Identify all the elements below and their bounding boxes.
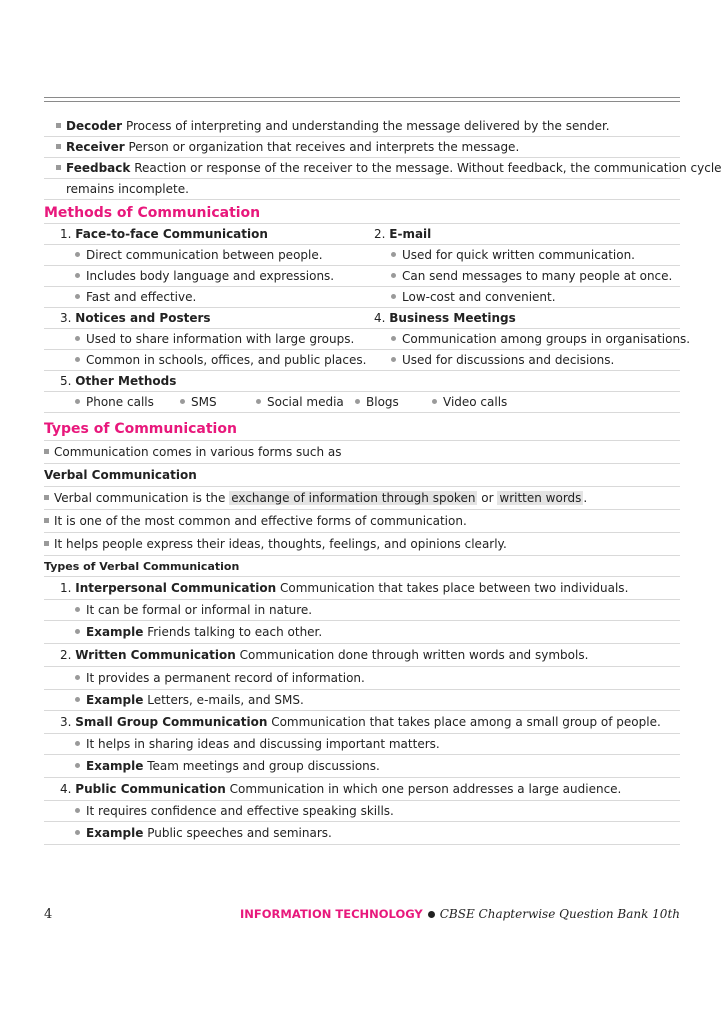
paragraph: [44, 510, 680, 533]
method-number: 1.: [60, 227, 72, 241]
list-item-continuation: [44, 179, 680, 200]
dot-bullet-icon: [391, 357, 396, 362]
other-method: Video calls: [443, 395, 508, 409]
highlighted-text: written words: [499, 491, 582, 505]
footer-subject: INFORMATION TECHNOLOGY: [240, 907, 423, 921]
subheading-types-verbal: Types of Verbal Communication: [44, 556, 680, 577]
method-number: 3.: [60, 311, 72, 325]
type-point: [44, 600, 680, 621]
example-text: Letters, e-mails, and SMS.: [147, 693, 304, 707]
square-bullet-icon: [44, 449, 49, 454]
method-point-row: [44, 329, 691, 350]
page-content: [44, 116, 722, 845]
dot-bullet-icon: [180, 399, 185, 404]
footer-book-title: CBSE Chapterwise Question Bank 10th: [439, 907, 680, 921]
type-point-text: It requires confidence and effective speaking skills.: [86, 804, 394, 818]
type-term: Public Communication: [75, 782, 226, 796]
top-rule: [44, 97, 680, 98]
method-point-row: [44, 245, 680, 266]
example-text: Friends talking to each other.: [147, 625, 323, 639]
type-point: [44, 734, 680, 755]
example-label: Example: [86, 625, 144, 639]
method-number: 2.: [374, 227, 386, 241]
footer-dot-icon: [428, 911, 435, 918]
other-method: SMS: [191, 395, 217, 409]
dot-bullet-icon: [432, 399, 437, 404]
type-example: [44, 621, 680, 644]
term-desc: Person or organization that receives and interprets the message.: [128, 140, 520, 154]
running-footer: [240, 907, 680, 921]
method-point: Low-cost and convenient.: [402, 290, 556, 304]
other-methods-row: [44, 392, 680, 413]
verbal-text: Verbal communication is the: [54, 491, 226, 505]
list-item: [44, 116, 680, 137]
type-example: [44, 690, 680, 711]
intro-text: Communication comes in various forms such as: [54, 445, 342, 459]
dot-bullet-icon: [75, 357, 80, 362]
term-desc-cont: remains incomplete.: [66, 182, 189, 196]
method-point: Direct communication between people.: [86, 248, 323, 262]
method-title: Face-to-face Communication: [75, 227, 268, 241]
dot-bullet-icon: [391, 294, 396, 299]
highlighted-text: exchange of information through spoken: [231, 491, 476, 505]
type-desc: Communication that takes place among a small group of people.: [271, 715, 661, 729]
other-method: Blogs: [366, 395, 399, 409]
method-title: Other Methods: [75, 374, 177, 388]
type-point: [44, 667, 680, 690]
example-label: Example: [86, 759, 144, 773]
dot-bullet-icon: [355, 399, 360, 404]
method-point: Can send messages to many people at once.: [402, 269, 673, 283]
dot-bullet-icon: [75, 629, 80, 634]
dot-bullet-icon: [75, 273, 80, 278]
type-example: [44, 822, 680, 845]
example-text: Public speeches and seminars.: [147, 826, 332, 840]
dot-bullet-icon: [75, 675, 80, 680]
square-bullet-icon: [56, 123, 61, 128]
list-item: [44, 158, 722, 179]
section-heading-methods: Methods of Communication: [44, 200, 680, 224]
type-point-text: It provides a permanent record of information.: [86, 671, 365, 685]
square-bullet-icon: [44, 518, 49, 523]
type-example: [44, 755, 680, 778]
method-title: Notices and Posters: [75, 311, 211, 325]
method-number: 5.: [60, 374, 72, 388]
verbal-text: or: [481, 491, 494, 505]
method-point: Used to share information with large groups.: [86, 332, 355, 346]
square-bullet-icon: [56, 144, 61, 149]
dot-bullet-icon: [391, 273, 396, 278]
type-term: Interpersonal Communication: [75, 581, 277, 595]
method-point: Common in schools, offices, and public places.: [86, 353, 367, 367]
example-text: Team meetings and group discussions.: [147, 759, 380, 773]
dot-bullet-icon: [75, 830, 80, 835]
dot-bullet-icon: [75, 252, 80, 257]
type-desc: Communication that takes place between two individuals.: [279, 581, 629, 595]
section-heading-types: Types of Communication: [44, 413, 680, 441]
type-number: 4.: [60, 782, 72, 796]
paragraph: [44, 533, 680, 556]
top-rule-second: [44, 101, 680, 102]
dot-bullet-icon: [391, 336, 396, 341]
term-desc: Process of interpreting and understanding the message delivered by the sender.: [125, 119, 610, 133]
type-point-text: It can be formal or informal in nature.: [86, 603, 313, 617]
type-point: [44, 801, 680, 822]
method-point: Communication among groups in organisations.: [402, 332, 691, 346]
other-method: Phone calls: [86, 395, 154, 409]
dot-bullet-icon: [75, 294, 80, 299]
method-row: [44, 308, 680, 329]
verbal-text: It helps people express their ideas, thoughts, feelings, and opinions clearly.: [54, 537, 507, 551]
term: Decoder: [66, 119, 123, 133]
paragraph: [44, 441, 680, 464]
type-number: 2.: [60, 648, 72, 662]
other-method: Social media: [267, 395, 344, 409]
type-item: [44, 577, 680, 600]
dot-bullet-icon: [256, 399, 261, 404]
dot-bullet-icon: [75, 336, 80, 341]
list-item: [44, 137, 680, 158]
method-point-row: [44, 350, 680, 371]
type-item: [44, 644, 680, 667]
dot-bullet-icon: [75, 763, 80, 768]
term: Receiver: [66, 140, 125, 154]
type-point-text: It helps in sharing ideas and discussing important matters.: [86, 737, 440, 751]
verbal-text: It is one of the most common and effective forms of communication.: [54, 514, 467, 528]
type-desc: Communication done through written words and symbols.: [239, 648, 589, 662]
type-term: Written Communication: [75, 648, 236, 662]
page-footer: [44, 905, 680, 925]
type-item: [44, 778, 680, 801]
dot-bullet-icon: [75, 697, 80, 702]
method-point: Used for discussions and decisions.: [402, 353, 615, 367]
method-number: 4.: [374, 311, 386, 325]
square-bullet-icon: [56, 165, 61, 170]
method-point-row: [44, 266, 680, 287]
method-row: [44, 224, 680, 245]
term: Feedback: [66, 161, 131, 175]
method-point-row: [44, 287, 680, 308]
square-bullet-icon: [44, 541, 49, 546]
example-label: Example: [86, 693, 144, 707]
example-label: Example: [86, 826, 144, 840]
subheading-verbal: Verbal Communication: [44, 464, 680, 487]
method-point: Used for quick written communication.: [402, 248, 635, 262]
type-number: 3.: [60, 715, 72, 729]
method-point: Includes body language and expressions.: [86, 269, 335, 283]
type-number: 1.: [60, 581, 72, 595]
verbal-text: .: [583, 491, 588, 505]
page-number: 4: [44, 907, 53, 922]
dot-bullet-icon: [391, 252, 396, 257]
type-desc: Communication in which one person addresses a large audience.: [229, 782, 622, 796]
type-item: [44, 711, 680, 734]
method-title: E-mail: [389, 227, 432, 241]
dot-bullet-icon: [75, 808, 80, 813]
term-desc: Reaction or response of the receiver to the message. Without feedback, the communication cycle: [134, 161, 722, 175]
method-point: Fast and effective.: [86, 290, 197, 304]
method-row: [44, 371, 680, 392]
method-title: Business Meetings: [389, 311, 516, 325]
dot-bullet-icon: [75, 741, 80, 746]
type-term: Small Group Communication: [75, 715, 268, 729]
paragraph: [44, 487, 680, 510]
square-bullet-icon: [44, 495, 49, 500]
dot-bullet-icon: [75, 399, 80, 404]
dot-bullet-icon: [75, 607, 80, 612]
